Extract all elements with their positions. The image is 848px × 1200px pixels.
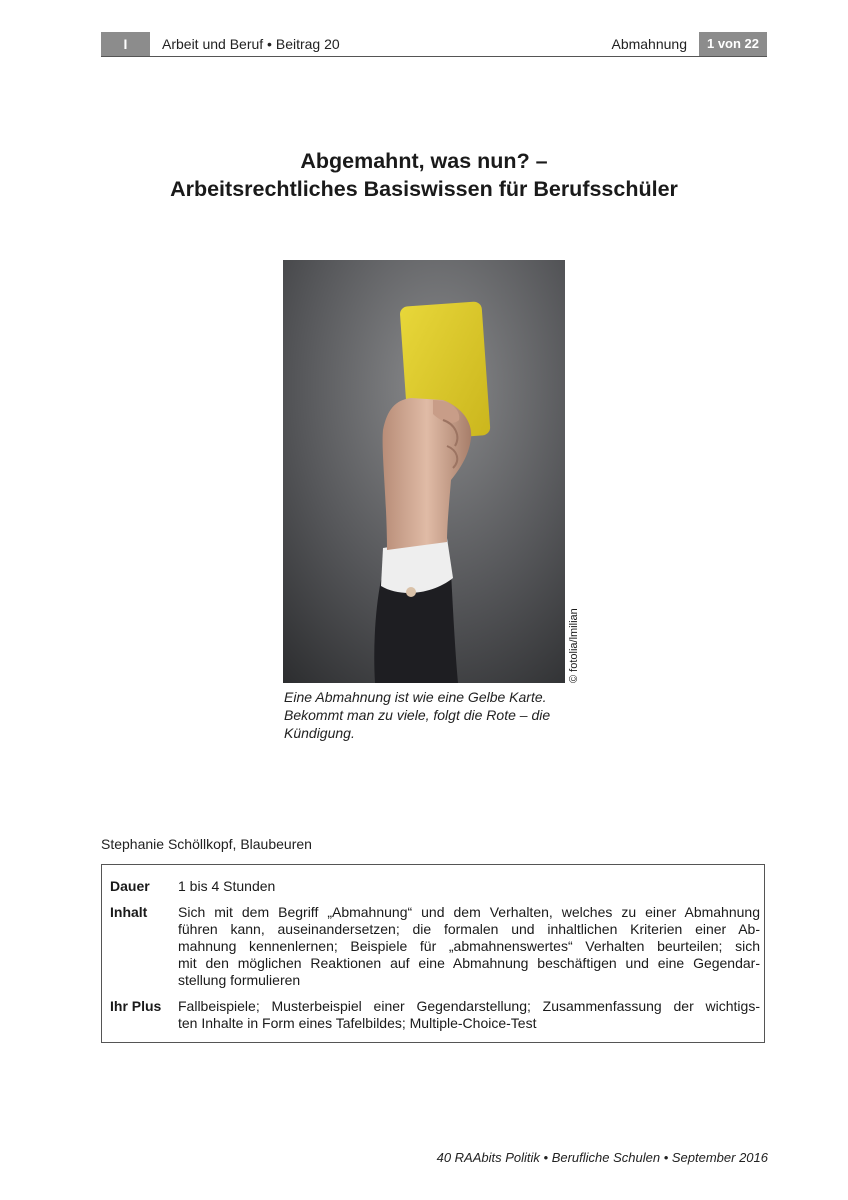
plus-line: Fallbeispiele; Musterbeispiel einer Gegendarstellung; Zusammenfassung der wichtigs- <box>178 998 760 1014</box>
plus-label: Ihr Plus <box>110 998 162 1014</box>
inhalt-line: mit den möglichen Reaktionen auf eine Abmahnung beschäftigen und eine Gegendar- <box>178 955 760 971</box>
inhalt-label: Inhalt <box>110 904 148 920</box>
section-marker: I <box>101 32 150 56</box>
inhalt-value <box>178 904 760 989</box>
topic-label: Abmahnung <box>611 36 687 52</box>
page-footer: 40 RAAbits Politik • Berufliche Schulen • September 2016 <box>436 1150 768 1165</box>
info-box <box>101 864 765 1043</box>
plus-value <box>178 998 760 1032</box>
page-indicator: 1 von 22 <box>699 32 767 56</box>
caption-line: Eine Abmahnung ist wie eine Gelbe Karte. <box>284 689 547 705</box>
author-line: Stephanie Schöllkopf, Blaubeuren <box>101 836 312 852</box>
page-header <box>101 32 767 57</box>
inhalt-line: Sich mit dem Begriff „Abmahnung“ und dem Verhalten, welches zu einer Abmahnung <box>178 904 760 920</box>
photo-credit: © fotolia/lmilian <box>568 608 580 683</box>
caption-line: Kündigung. <box>284 725 355 741</box>
page-title <box>0 147 848 203</box>
title-line-2: Arbeitsrechtliches Basiswissen für Berufsschüler <box>170 177 678 201</box>
photo-caption <box>284 688 584 742</box>
plus-line: ten Inhalte in Form eines Tafelbildes; Multiple-Choice-Test <box>178 1015 537 1031</box>
dauer-value <box>178 878 760 895</box>
inhalt-line: stellung formulieren <box>178 972 301 988</box>
series-title: Arbeit und Beruf • Beitrag 20 <box>162 36 340 52</box>
dauer-text: 1 bis 4 Stunden <box>178 878 276 894</box>
title-line-1: Abgemahnt, was nun? – <box>300 149 548 173</box>
yellow-card-photo <box>283 260 565 683</box>
inhalt-line: führen kann, auseinandersetzen; die formalen und inhaltlichen Kriterien einer Ab- <box>178 921 760 937</box>
inhalt-line: mahnung kennenlernen; Beispiele für „abmahnenswertes“ Verhalten beurteilen; sich <box>178 938 760 954</box>
dauer-label: Dauer <box>110 878 150 894</box>
caption-line: Bekommt man zu viele, folgt die Rote – die <box>284 707 551 723</box>
